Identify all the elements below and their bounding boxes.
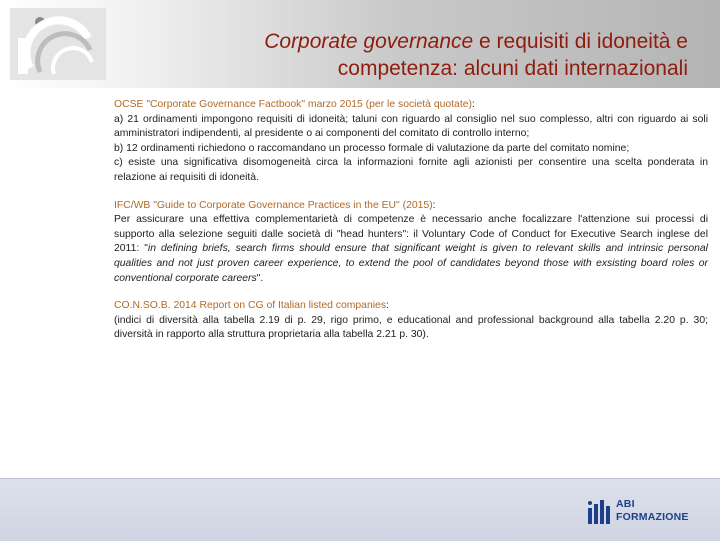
section-ifc <box>114 199 708 287</box>
section-paragraph: a) 21 ordinamenti impongono requisiti di idoneità; taluni con riguardo al consiglio nel suo complesso, altri con riguardo ai soli amministratori indipendenti, al presidente o ai componenti del comitato di controllo interno; <box>114 113 708 140</box>
section-title-link[interactable]: OCSE "Corporate Governance Factbook" marzo 2015 (per le società quotate) <box>114 99 472 110</box>
section-title-link[interactable]: IFC/WB "Guide to Corporate Governance Practices in the EU" (2015) <box>114 199 433 211</box>
title-italic: Corporate governance <box>264 30 474 53</box>
section-paragraph: (indici di diversità alla tabella 2.19 di p. 29, rigo primo, e educational and professional background alla tabella 2.20 p. 30; diversità in rapporto alla struttura proprietaria alla tabella 2.21 p. 30). <box>114 314 708 341</box>
abi-formazione-logo <box>586 498 706 528</box>
section-heading <box>114 98 708 113</box>
section-heading <box>114 299 708 314</box>
section-paragraph <box>114 213 708 286</box>
section-title-sep: : <box>471 99 475 110</box>
section-consob <box>114 299 708 343</box>
section-paragraph: c) esiste una significativa disomogeneità circa la informazioni fornite agli azionisti per consentire una scelta ponderata in relazione ai requisiti di idoneità. <box>114 157 708 183</box>
title-rest-line1: e requisiti di idoneità e <box>473 30 688 53</box>
section-ocse <box>114 98 708 186</box>
logo-line2: FORMAZIONE <box>616 511 689 523</box>
section-title-link[interactable]: CO.N.SO.B. 2014 Report on CG of Italian listed companies <box>114 300 387 312</box>
section-heading <box>114 199 708 214</box>
paragraph-text: Per assicurare una effettiva complementarietà di competenze è necessario anche focalizzare l'attenzione sui processi di supporto alla selezione seguiti dalle società di "head hunters": il Voluntary Code of Conduct for Executive Search inglese del 2011: " <box>114 214 708 255</box>
section-paragraph: b) 12 ordinamenti richiedono o raccomandano un processo formale di valutazione da parte del comitato nomine; <box>114 142 630 154</box>
logo-line1: ABI <box>616 498 635 510</box>
abi-logo-icon <box>586 498 612 526</box>
section-title-sep: : <box>432 199 436 211</box>
section-title-sep: : <box>386 300 389 312</box>
paragraph-quote: in defining briefs, search firms should ensure that significant weight is given to relevant skills and intrinsic personal qualities and not just proven career experience, to extend the pool of candidates beyond those with exsisting board roles or conventional corporate careers <box>114 243 708 284</box>
paragraph-text-end: ". <box>256 272 264 284</box>
circular-logo-icon <box>10 8 106 80</box>
content-body <box>114 98 708 356</box>
logo-text <box>616 498 689 524</box>
page-title <box>128 28 688 82</box>
title-line2: competenza: alcuni dati internazionali <box>337 57 688 80</box>
